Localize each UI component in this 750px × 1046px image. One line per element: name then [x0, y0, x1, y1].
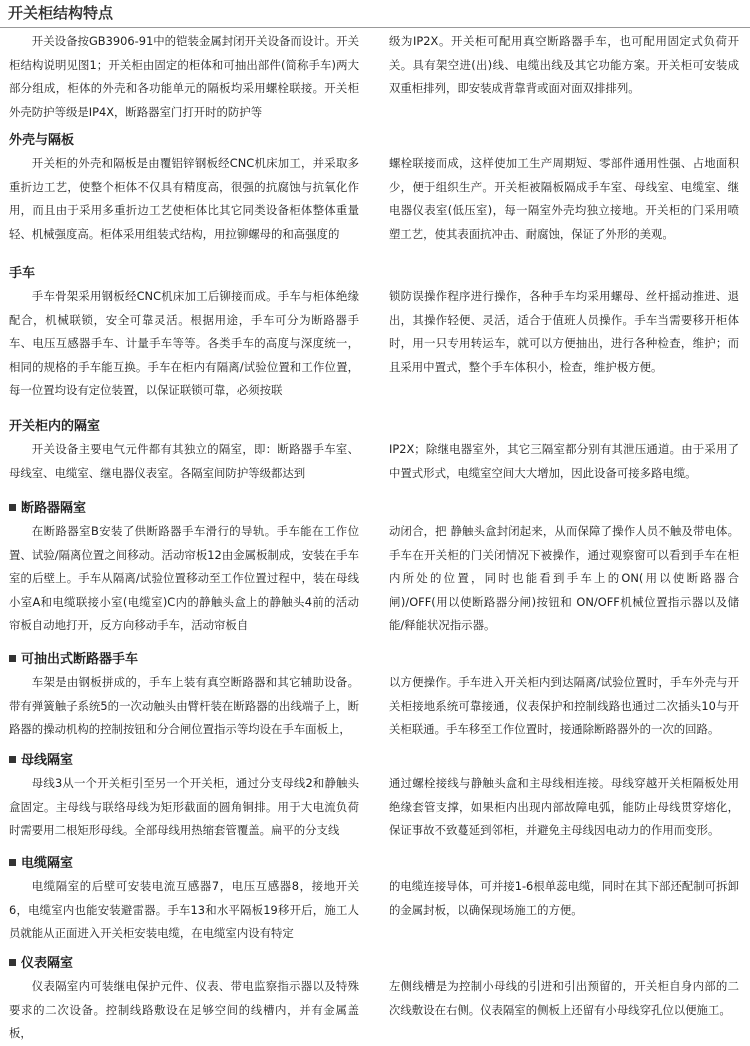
section-heading: 仪表隔室	[9, 955, 73, 973]
section-intro-left-text: 开关设备按GB3906-91中的铠装金属封闭开关设备而设计。开关柜结构说明见图1；开关柜由固定的柜体和可抽出部件(简称手车)两大部分组成，柜体的外壳和各功能单元的隔板均采用螺栓联接。开关柜外壳防护等级是IP4X，断路器室门打开时的防护等	[9, 34, 359, 119]
section-cable-left-text: 电缆隔室的后壁可安装电流互感器7，电压互感器8，接地开关6，电缆室内也能安装避雷器。手车13和水平隔板19移开后，施工人员就能从正面进入开关柜安装电缆，在电缆室内设有特定	[9, 879, 359, 940]
section-housing-right-text: 螺栓联接而成，这样使加工生产周期短、零部件通用性强、占地面积少，便于组织生产。开关柜被隔板隔成手车室、母线室、电缆室、继电器仪表室(低压室)，每一隔室外壳均独立接地。开关柜的门采用喷塑工艺，使其表面抗冲击、耐腐蚀，保证了外形的美观。	[389, 156, 739, 241]
square-bullet-icon	[9, 504, 16, 511]
section-heading: 手车	[9, 266, 36, 281]
section-breaker-left-text: 在断路器室B安装了供断路器手车滑行的导轨。手车能在工作位置、试验/隔离位置之间移动。活动帘板12由金属板制成，安装在手车室的后壁上。手车从隔离/试验位置移动至工作位置过程中，装在母线小室A和电缆联接小室(电缆室)C内的静触头盒上的静触头4前的活动帘板自动地打开，反方向移动手车，活动帘板自	[9, 524, 359, 632]
section-trolley-right-text: 锁防误操作程序进行操作，各种手车均采用螺母、丝杆摇动推进、退出，其操作轻便、灵活，适合于值班人员操作。手车当需要移开柜体时，用一只专用转运车，就可以方便抽出，进行各种检查，维护；而且采用中置式，整个手车体积小，检查，维护极方便。	[389, 289, 739, 374]
section-housing-left-text: 开关柜的外壳和隔板是由覆铝锌钢板经CNC机床加工，并采取多重折边工艺，使整个柜体不仅具有精度高，很强的抗腐蚀与抗氧化作用，而且由于采用多重折边工艺使柜体比其它同类设备柜体整体重量轻、机械强度高。柜体采用组装式结构，用拉铆螺母的和高强度的	[9, 156, 359, 241]
section-cable-right-text: 的电缆连接导体，可并接1-6根单蕊电缆，同时在其下部还配制可拆卸的金属封板，以确保现场施工的方便。	[389, 879, 739, 917]
section-compartments-right-text: IP2X；除继电器室外，其它三隔室都分别有其泄压通道。由于采用了中置式形式，电缆室空间大大增加，因此设备可接多路电缆。	[389, 442, 739, 480]
section-breaker-right-text: 动闭合，把 静触头盒封闭起来，从而保障了操作人员不触及带电体。手车在开关柜的门关闭情况下被操作，通过观察窗可以看到手车在柜内所处的位置，同时也能看到手车上的ON(用以使断路器合闸)/OFF(用以使断路器分闸)按钮和 ON/OFF机械位置指示器以及储能/释能状况指示器。	[389, 524, 739, 632]
title-divider	[0, 27, 750, 28]
section-heading: 外壳与隔板	[9, 133, 75, 148]
section-heading: 可抽出式断路器手车	[9, 651, 138, 669]
square-bullet-icon	[9, 756, 16, 763]
section-busbar-right-text: 通过螺栓接线与静触头盒和主母线相连接。母线穿越开关柜隔板处用绝缘套管支撑，如果柜内出现内部故障电弧，能防止母线贯穿熔化，保证事故不致蔓延到邻柜，并避免主母线因电动力的作用而变形。	[389, 776, 739, 837]
section-heading: 电缆隔室	[9, 855, 73, 873]
section-busbar-left-text: 母线3从一个开关柜引至另一个开关柜，通过分支母线2和静触头盒固定。主母线与联络母线为矩形截面的圆角铜排。用于大电流负荷时需要用二根矩形母线。全部母线用热缩套管覆盖。扁平的分支线	[9, 776, 359, 837]
section-instrument-right-text: 左侧线槽是为控制小母线的引进和引出预留的，开关柜自身内部的二次线敷设在右侧。仪表隔室的侧板上还留有小母线穿孔位以便施工。	[389, 979, 739, 1017]
section-compartments-left-text: 开关设备主要电气元件都有其独立的隔室，即：断路器手车室、母线室、电缆室、继电器仪表室。各隔室间防护等级都达到	[9, 442, 359, 480]
section-instrument-left-text: 仪表隔室内可装继电保护元件、仪表、带电监察指示器以及特殊要求的二次设备。控制线路敷设在足够空间的线槽内，并有金属盖板，	[9, 979, 359, 1040]
section-intro-right-text: 级为IP2X。开关柜可配用真空断路器手车，也可配用固定式负荷开关。具有架空进(出)线、电缆出线及其它功能方案。开关柜可安装成双重柜排列，即安装成背靠背或面对面双排排列。	[389, 34, 739, 95]
section-heading: 开关柜内的隔室	[9, 419, 101, 434]
section-withdrawable-left-text: 车架是由钢板拼成的，手车上装有真空断路器和其它辅助设备。带有弹簧触子系统5的一次动触头由臂杆装在断路器的出线端子上，断路器的操动机构的控制按钮和分合闸位置指示等均设在手车面板上，	[9, 675, 359, 736]
section-heading: 断路器隔室	[9, 500, 86, 518]
page-title: 开关柜结构特点	[8, 4, 114, 22]
square-bullet-icon	[9, 859, 16, 866]
section-heading: 母线隔室	[9, 752, 73, 770]
square-bullet-icon	[9, 655, 16, 662]
square-bullet-icon	[9, 959, 16, 966]
section-trolley-left-text: 手车骨架采用钢板经CNC机床加工后铆接而成。手车与柜体绝缘配合，机械联锁，安全可靠灵活。根据用途，手车可分为断路器手车、电压互感器手车、计量手车等等。各类手车的高度与深度统一，相同的规格的手车能互换。手车在柜内有隔离/试验位置和工作位置，每一位置均设有定位装置，以保证联锁可靠，必须按联	[9, 289, 359, 397]
section-withdrawable-right-text: 以方便操作。手车进入开关柜内到达隔离/试验位置时，手车外壳与开关柜接地系统可靠接通，仪表保护和控制线路也通过二次插头10与开关柜联通。手车移至工作位置时，接通除断路器外的一次的回路。	[389, 675, 739, 736]
